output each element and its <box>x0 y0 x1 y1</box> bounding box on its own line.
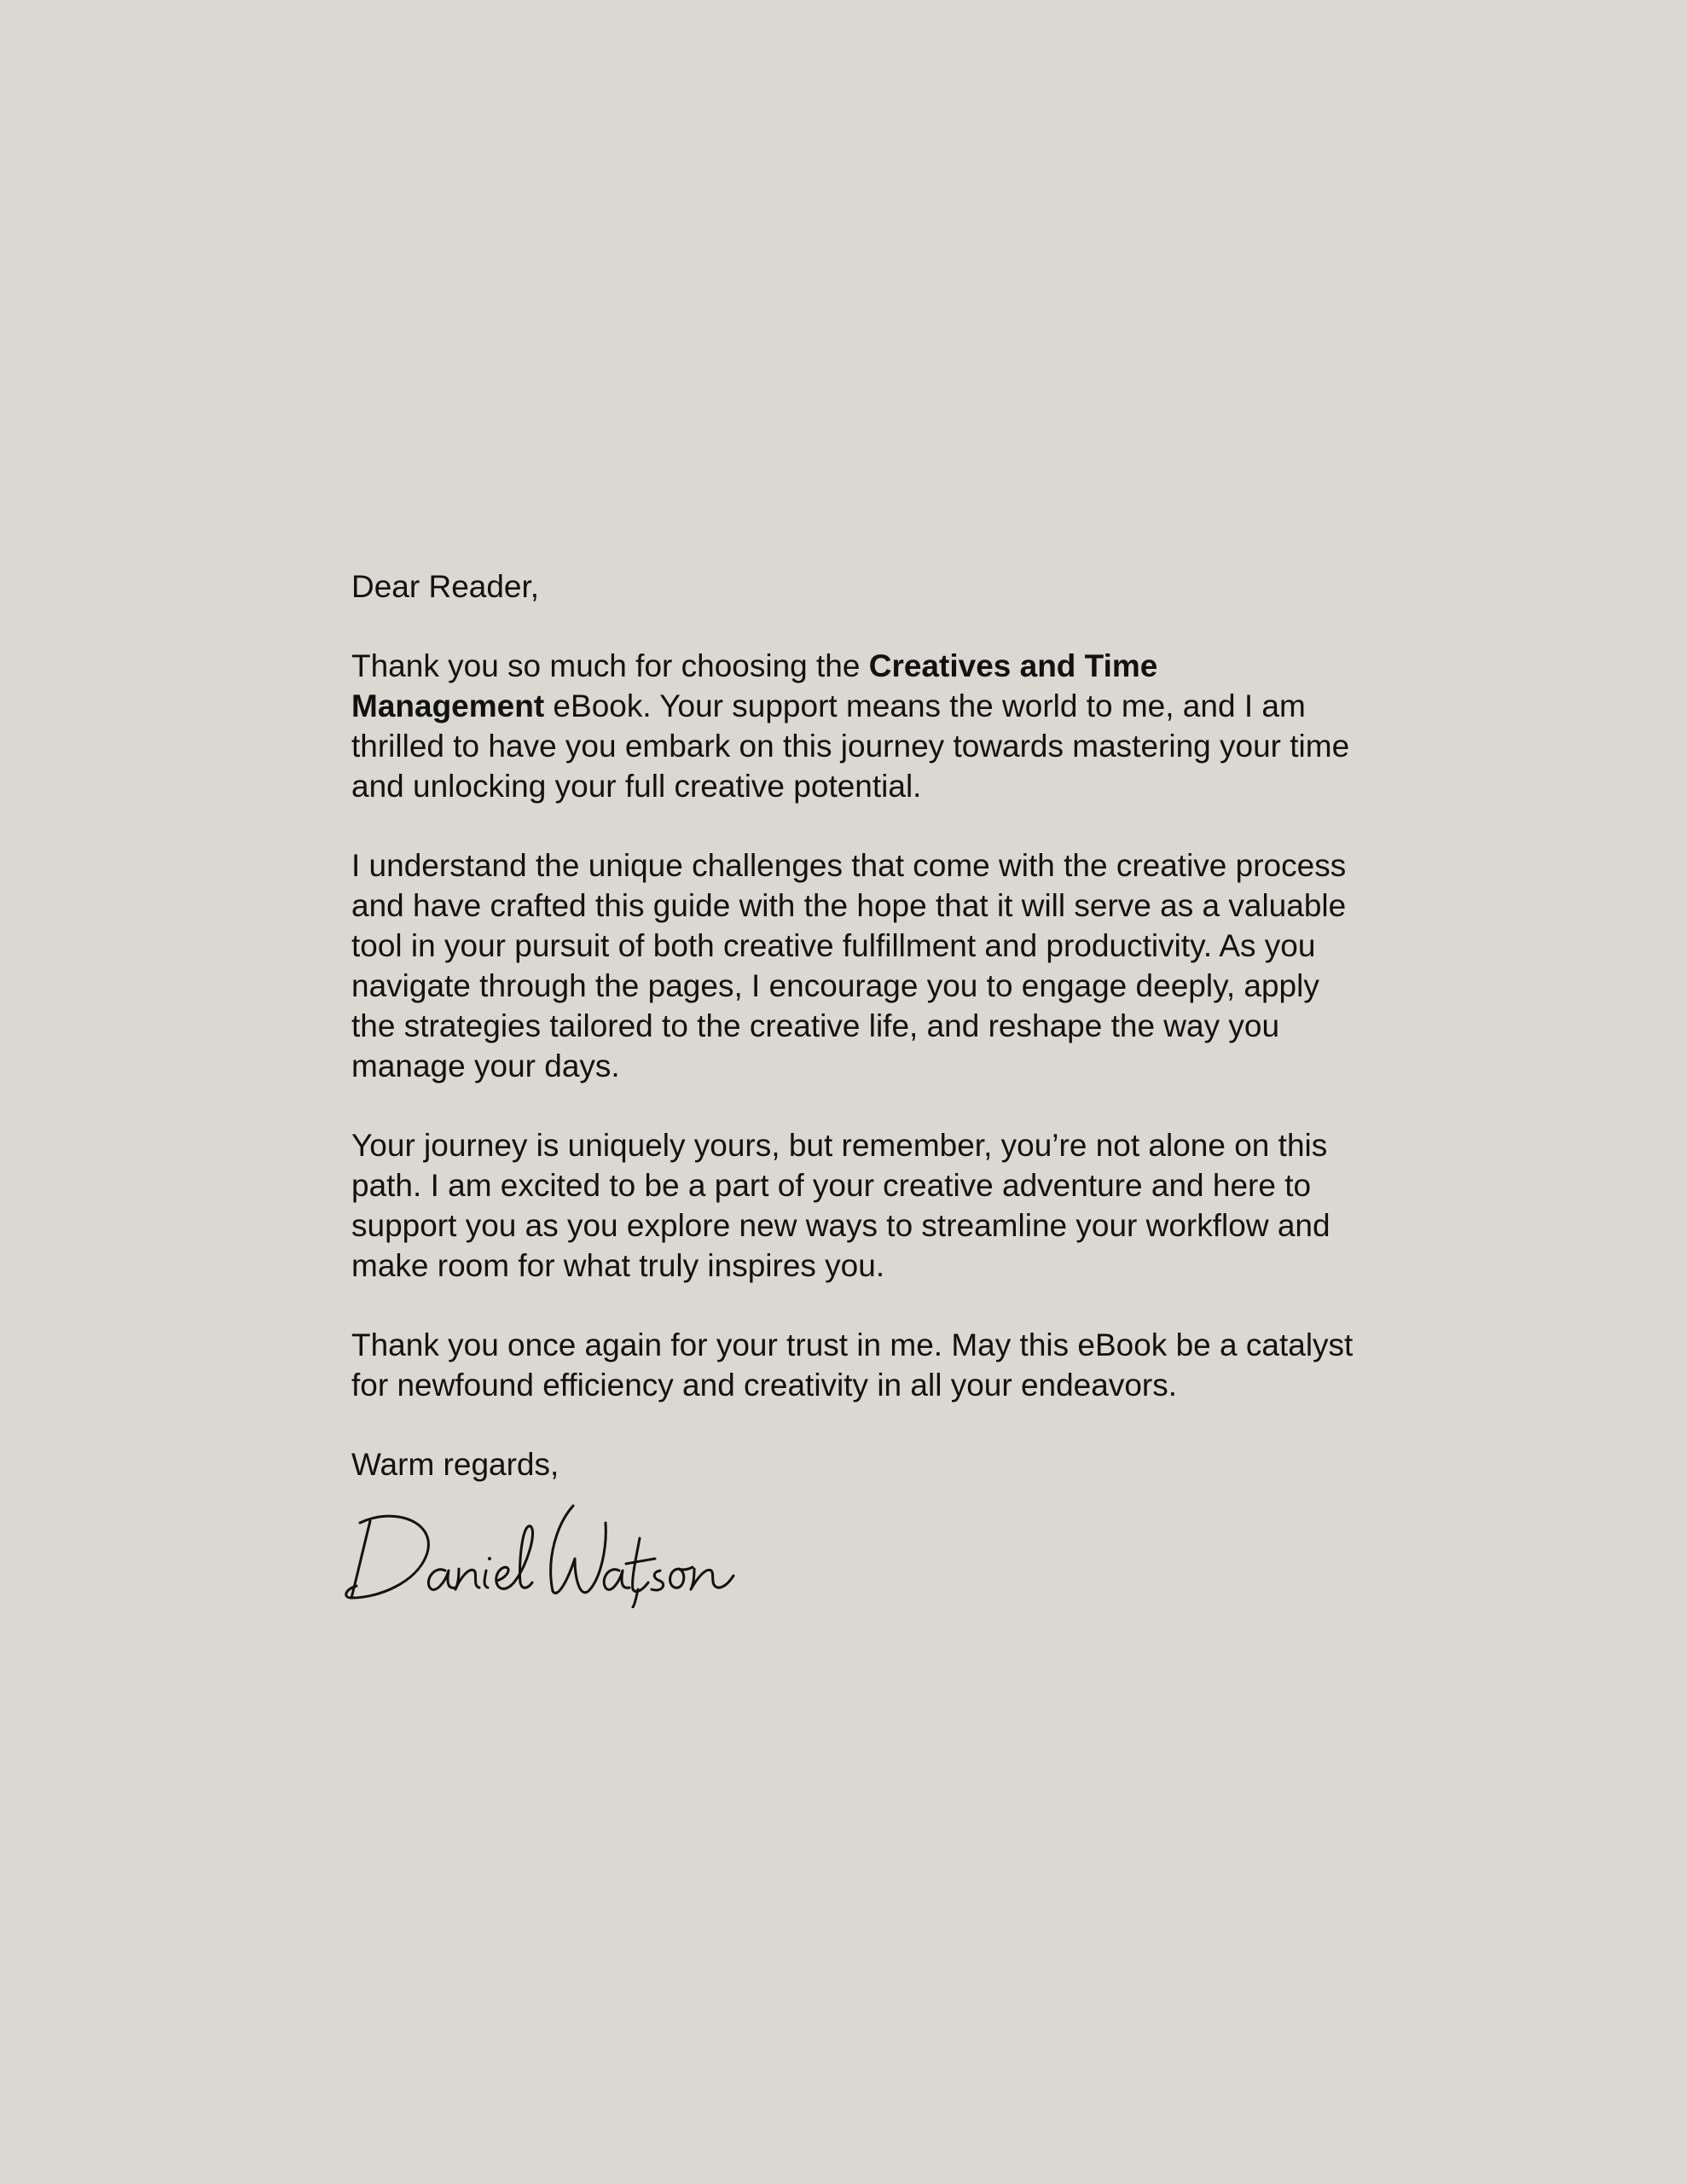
paragraph-thanks <box>351 646 1358 806</box>
paragraph-challenges: I understand the unique challenges that come with the creative process and have crafted this guide with the hope that it will serve as a valuable tool in your pursuit of both creative fulfillment and productivity. As you navigate through the pages, I encourage you to engage deeply, apply the strategies tailored to the creative life, and reshape the way you manage your days. <box>351 848 1347 1083</box>
paragraph-thanks-intro: Thank you so much for choosing the <box>351 648 869 683</box>
paragraph-journey: Your journey is uniquely yours, but remember, you’re not alone on this path. I am excited to be a part of your creative adventure and here to support you as you explore new ways to streamline your workflow and make room for what truly inspires you. <box>351 1128 1330 1283</box>
paragraph-thanks-rest: eBook. Your support means the world to me, and I am thrilled to have you embark on this journey towards mastering your time and unlocking your full creative potential. <box>351 688 1350 804</box>
paragraph-closing-thanks: Thank you once again for your trust in me. May this eBook be a catalyst for newfound efficiency and creativity in all your endeavors. <box>351 1327 1354 1403</box>
book-title: Creatives and Time Management <box>351 648 1158 723</box>
signature-image <box>345 1497 737 1608</box>
closing: Warm regards, <box>351 1447 559 1482</box>
letter-body <box>351 566 1358 1524</box>
salutation: Dear Reader, <box>351 569 540 604</box>
